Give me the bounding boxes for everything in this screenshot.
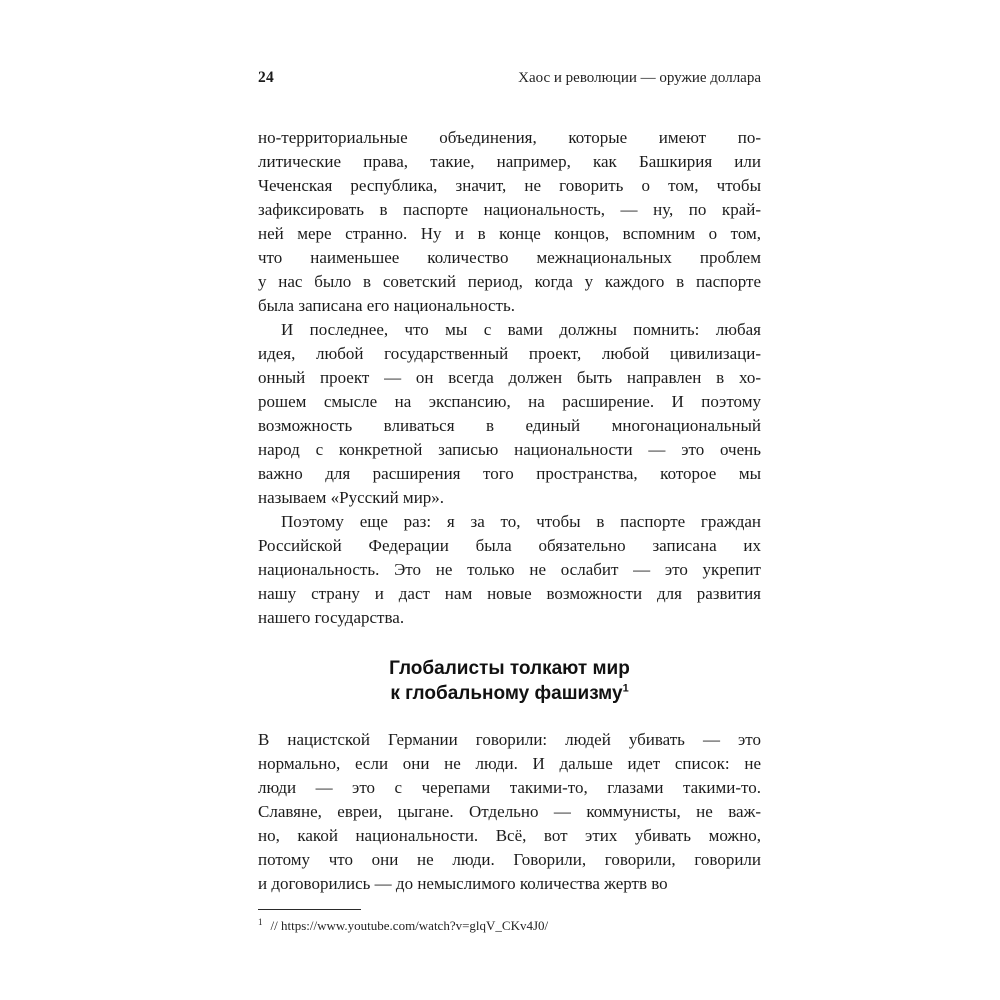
- text-line: Чеченская республика, значит, не говорить о том, чтобы: [258, 176, 761, 195]
- footnote-area: [258, 909, 761, 934]
- text-line: народ с конкретной записью национальности — это очень: [258, 440, 761, 459]
- text-line: важно для расширения того пространства, которое мы: [258, 464, 761, 483]
- text-line: идея, любой государственный проект, любой цивилизаци-: [258, 344, 761, 363]
- section-heading: [258, 656, 761, 706]
- running-title: Хаос и революции — оружие доллара: [518, 70, 761, 86]
- text-line: называем «Русский мир».: [258, 488, 445, 507]
- text-line: люди — это с черепами такими-то, глазами такими-то.: [258, 778, 761, 797]
- text-line: но, какой национальности. Всё, вот этих убивать можно,: [258, 826, 761, 845]
- body-paragraphs-after-heading: [258, 728, 761, 896]
- footnote-mark: 1: [258, 916, 263, 927]
- text-line: ней мере странно. Ну и в конце концов, вспомним о том,: [258, 224, 761, 243]
- text-line: и договорились — до немыслимого количества жертв во: [258, 874, 668, 893]
- text-line: зафиксировать в паспорте национальность, — ну, по край-: [258, 200, 761, 219]
- text-line: возможность вливаться в единый многонациональный: [258, 416, 761, 435]
- text-line: Славяне, евреи, цыгане. Отдельно — коммунисты, не важ-: [258, 802, 761, 821]
- paragraph: [258, 728, 761, 896]
- text-line: у нас было в советский период, когда у каждого в паспорте: [258, 272, 761, 291]
- text-line: И последнее, что мы с вами должны помнить: любая: [281, 320, 761, 339]
- text-line: литические права, такие, например, как Башкирия или: [258, 152, 761, 171]
- text-line: Поэтому еще раз: я за то, чтобы в паспорте граждан: [281, 512, 761, 531]
- text-line: потому что они не люди. Говорили, говорили, говорили: [258, 850, 761, 869]
- footnote: [258, 917, 761, 934]
- text-line: нормально, если они не люди. И дальше идет список: не: [258, 754, 761, 773]
- text-line: онный проект — он всегда должен быть направлен в хо-: [258, 368, 761, 387]
- section-heading-line2: к глобальному фашизму: [390, 683, 623, 704]
- text-line: Российской Федерации была обязательно записана их: [258, 536, 761, 555]
- text-line: но-территориальные объединения, которые имеют по-: [258, 128, 761, 147]
- footnote-text: // https://www.youtube.com/watch?v=glqV_CKv4J0/: [270, 918, 549, 933]
- text-line: нашу страну и даст нам новые возможности для развития: [258, 584, 761, 603]
- heading-footnote-mark: 1: [622, 682, 629, 695]
- text-line: нашего государства.: [258, 608, 405, 627]
- text-line: была записана его национальность.: [258, 296, 515, 315]
- text-line: что наименьшее количество межнациональных проблем: [258, 248, 761, 267]
- text-line: В нацистской Германии говорили: людей убивать — это: [258, 730, 761, 749]
- text-line: национальность. Это не только не ослабит — это укрепит: [258, 560, 761, 579]
- paragraph: [258, 126, 761, 318]
- paragraph: [258, 510, 761, 630]
- section-heading-line1: Глобалисты толкают мир: [389, 658, 630, 679]
- text-line: рошем смысле на экспансию, на расширение. И поэтому: [258, 392, 761, 411]
- page-header: [258, 69, 761, 87]
- page-number: 24: [258, 69, 275, 86]
- paragraph: [258, 318, 761, 510]
- footnote-rule: [258, 909, 361, 910]
- text-block: [258, 126, 761, 934]
- body-paragraphs-before-heading: [258, 126, 761, 630]
